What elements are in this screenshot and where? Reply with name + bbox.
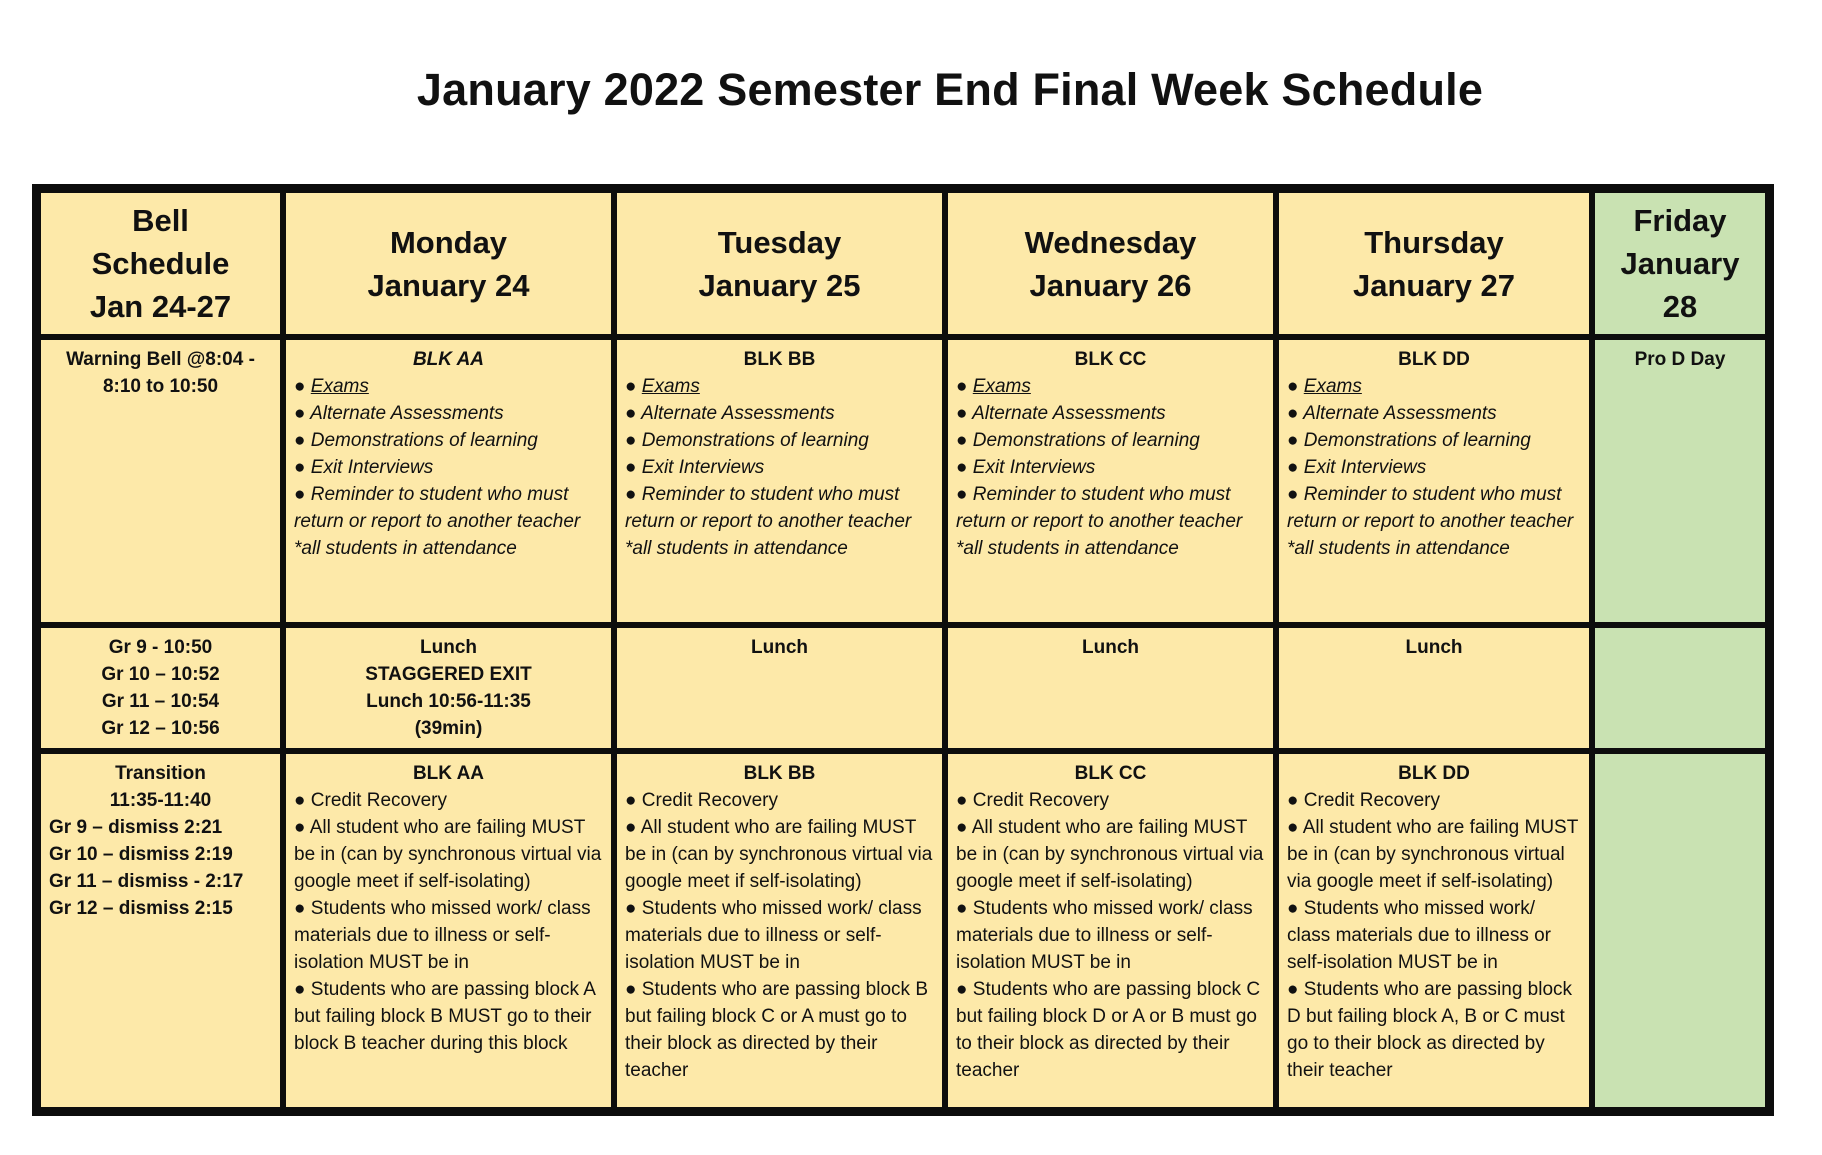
block-label: BLK AA <box>412 763 485 784</box>
afternoon-bell-times: Transition 11:35-11:40 Gr 9 – dismiss 2:21 Gr 10 – dismiss 2:19 Gr 11 – dismiss - 2:17 Gr 12 – dismiss 2:15 <box>38 751 283 1110</box>
afternoon-wednesday: BLK CC ● Credit Recovery ● All student who are failing MUST be in (can by synchronous virtual via google meet if self-isolating) ● Students who missed work/ class materials due to illness or self-isolation MUST be in ● Students who are passing block C but failing block D or A or B must go to their block as directed by their teacher <box>945 751 1276 1110</box>
lunch-wednesday: Lunch <box>945 625 1276 751</box>
header-monday: Monday January 24 <box>283 190 614 337</box>
header-tuesday: Tuesday January 25 <box>614 190 945 337</box>
morning-row <box>38 337 1768 625</box>
header-bell-schedule: Bell Schedule Jan 24-27 <box>38 190 283 337</box>
morning-wednesday: BLK CC ● Exams ● Alternate Assessments ● Demonstrations of learning ● Exit Interviews ● Reminder to student who must return or report to another teacher *all students in attendance <box>945 337 1276 625</box>
morning-thursday: BLK DD ● Exams ● Alternate Assessments ● Demonstrations of learning ● Exit Interviews ● Reminder to student who must return or report to another teacher *all students in attendance <box>1276 337 1592 625</box>
morning-bell-times: Warning Bell @8:04 - 8:10 to 10:50 <box>38 337 283 625</box>
pro-d-day-label: Pro D Day <box>1634 349 1726 370</box>
header-thursday: Thursday January 27 <box>1276 190 1592 337</box>
schedule-table <box>32 184 1774 1116</box>
morning-friday <box>1592 337 1768 625</box>
block-label: BLK AA <box>412 349 485 370</box>
lunch-thursday: Lunch <box>1276 625 1592 751</box>
block-label: BLK CC <box>1074 763 1147 784</box>
afternoon-monday: BLK AA ● Credit Recovery ● All student who are failing MUST be in (can by synchronous virtual via google meet if self-isolating) ● Students who missed work/ class materials due to illness or self-isolation MUST be in ● Students who are passing block A but failing block B MUST go to their block B teacher during this block <box>283 751 614 1110</box>
afternoon-row <box>38 751 1768 1110</box>
lunch-row <box>38 625 1768 751</box>
block-label: BLK CC <box>1074 349 1147 370</box>
block-label: BLK DD <box>1398 763 1470 784</box>
block-label: BLK BB <box>743 763 816 784</box>
morning-monday: BLK AA ● Exams ● Alternate Assessments ● Demonstrations of learning ● Exit Interviews ● Reminder to student who must return or report to another teacher *all students in attendance <box>283 337 614 625</box>
afternoon-friday <box>1592 751 1768 1110</box>
afternoon-thursday: BLK DD ● Credit Recovery ● All student who are failing MUST be in (can by synchronous virtual via google meet if self-isolating) ● Students who missed work/ class materials due to illness or self-isolation MUST be in ● Students who are passing block D but failing block A, B or C must go to their block as directed by their teacher <box>1276 751 1592 1110</box>
lunch-friday <box>1592 625 1768 751</box>
header-wednesday: Wednesday January 26 <box>945 190 1276 337</box>
header-friday: Friday January 28 <box>1592 190 1768 337</box>
block-label: BLK BB <box>743 349 816 370</box>
morning-tuesday: BLK BB ● Exams ● Alternate Assessments ● Demonstrations of learning ● Exit Interviews ● Reminder to student who must return or report to another teacher *all students in attendance <box>614 337 945 625</box>
lunch-tuesday: Lunch <box>614 625 945 751</box>
lunch-monday: Lunch STAGGERED EXIT Lunch 10:56-11:35 (39min) <box>283 625 614 751</box>
page-title: January 2022 Semester End Final Week Schedule <box>416 64 1484 115</box>
header-row <box>38 190 1768 337</box>
lunch-bell-times: Gr 9 - 10:50 Gr 10 – 10:52 Gr 11 – 10:54 Gr 12 – 10:56 <box>38 625 283 751</box>
dismiss-times: Gr 9 – dismiss 2:21 Gr 10 – dismiss 2:19 Gr 11 – dismiss - 2:17 Gr 12 – dismiss 2:15 <box>49 817 244 919</box>
afternoon-tuesday: BLK BB ● Credit Recovery ● All student who are failing MUST be in (can by synchronous virtual via google meet if self-isolating) ● Students who missed work/ class materials due to illness or self-isolation MUST be in ● Students who are passing block B but failing block C or A must go to their block as directed by their teacher <box>614 751 945 1110</box>
block-label: BLK DD <box>1398 349 1470 370</box>
